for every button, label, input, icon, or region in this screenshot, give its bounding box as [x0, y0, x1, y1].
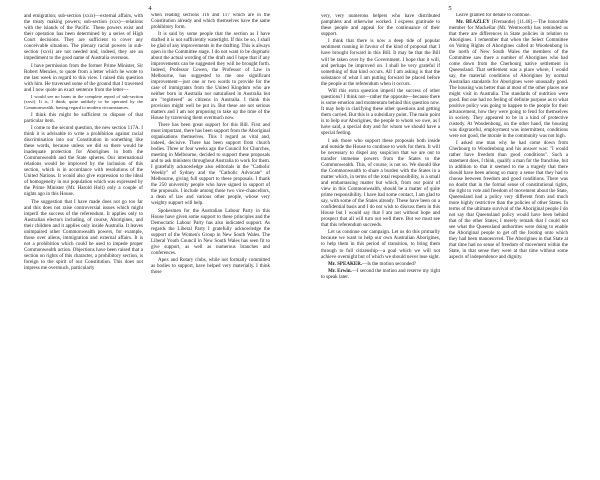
speaker-text: —I second the motion and reserve my right to speak later.: [321, 268, 440, 281]
paragraph: The suggestion that I have made does not go too far and this does not raise controversial issues which might imperil the success of the referendum. It applies only to Australian electors including, of course, Aborigines, and their children and it applies only inside Australia. It leaves unimpaired other Commonwealth powers, for example, those over aliens, immigration and external affairs. It is not a prohibition which could be used to impede proper Commonwealth action. Objections have been raised that a section on rights of this character, a prohibitory section, is foreign to the spirit of our Constitution. This does not impress me overmuch, particularly: [24, 198, 143, 272]
page-number: 5: [448, 5, 452, 12]
paragraph: Apex and Rotary clubs, while not formally committed as bodies to support, have helped very materially. I think those: [151, 257, 270, 275]
speaker-text: (Fremantle) [11.46].—The honorable member for Mackellar (Mr. Wentworth) has reminded us that there are differences in State policies in relation to Aborigines. I remember that when the Select Committee on Voting Rights of Aborigines called at Woodenbong in the north of New South Wales the members of the Committee saw there a number of Aborigines who had come down from the Cherbourg native settlement in Queensland. That settlement was a place where, I would say, the material conditions of Aborigines by normal Australian standards for Aborigines were unusually good. The housing was better than at most of the other places one might visit in Australia. The standards of nutrition were good. But one had no feeling of definite purpose as to what positive policy was going to happen to the people for their advancement, how they were going to fend for themselves in society. They appeared to be in a kind of protective custody. At Woodenbong, on the other hand, the housing was disgraceful, employment was intermittent, conditions were not good, the morale in the community was not high.: [449, 20, 568, 140]
paragraph: I come to the second question, the new section 117A. I think it is advisable to write a prohibition against racial discrimination into our Constitution in something like these words, because unless we did so there would be inadequate protection for Aborigines in both the Commonwealth and the State spheres. Our international relations would be improved by the inclusion of this section, which is in accordance with resolutions of the United Nations. It would also give expression to the ideal of homogeneity in our population which was expressed by the Prime Minister (Mr. Harold Holt) only a couple of nights ago in this House.: [24, 124, 143, 198]
speaker-name: Mr. Erwin.: [328, 268, 352, 275]
speaker-line: [321, 261, 440, 267]
paragraph: There has been great support for this Bill. First and most important, there has been support from the Aboriginal organisations themselves. This I regard as vital and, indeed, decisive. There has been support from church bodies. Three or four weeks ago the Council for Churches, meeting in Melbourne, decided to support these proposals and to ask ministers throughout Australia to work for them. I gratefully acknowledge also editorials in the "Catholic Weekly" of Sydney and the "Catholic Advocate" of Melbourne, giving full support to these proposals. I thank the 250 university people who have signed in support of the proposals. I include among those two vice-chancellors, a dean of law and various other people, whose very weighty support will help.: [151, 123, 270, 207]
speaker-paragraph: [449, 20, 568, 140]
speaker-name: Mr. SPEAKER.: [328, 260, 363, 267]
paragraph: Will this extra question imperil the success of other questions? I think not—rather the opposite—because there is some emotion and momentum behind this question now. It may help in clarifying these other questions and getting them carried. But this is a subsidiary point. The main point is to help our Aborigines, the people to whom we owe, as I have said, a special duty and for whom we should have a special feeling.: [321, 87, 440, 137]
paragraph: very, very numerous helpers who have distributed pamphlets and otherwise worked. I express gratitude to these people and appeal for the continuance of their support.: [321, 13, 440, 38]
paragraph: Spokesmen for the Australian Labour Party in this House have given some support to these principles and the Democratic Labour Party has also indicated support. As regards the Liberal Party I gratefully acknowledge the support of the Women's Group in New South Wales. The Liberal Youth Council in New South Wales has seen fit to give support, as well as numerous branches and conferences.: [151, 208, 270, 256]
paragraph: I think this might be sufficient to dispose of that particular item.: [24, 111, 143, 124]
paragraph: I think that there is now a deep tide of popular sentiment running in favour of the kind of proposal that I have brought forward in this Bill. It may be that the Bill will be taken over by the Government. I hope that it will, and perhaps be improved on. I shall be very grateful if something of that kind occurs. All I am asking is that the substance of what I am putting forward be placed before the people at the referendum when it occurs.: [321, 38, 440, 87]
right-column-2: [449, 13, 568, 473]
right-page: [300, 0, 600, 480]
left-column-1: [24, 13, 143, 473]
paragraph: and emigration; sub-section (xxix)—external affairs, with the treaty making powers; sub-section (xxx)—relations with the islands of the Pacific. These powers exist and their operation has been determined by a series of High Court decisions. They are sufficient to cover any conceivable situation. The plenary racial powers in sub-section (xxvi) are not needed and, indeed, they are an impediment to the good name of Australia overseas.: [24, 13, 143, 62]
page-number: 4: [148, 5, 152, 12]
procedural-note: Leave granted for debate to continue.: [456, 13, 531, 18]
paragraph: I asked one man why he had come down from Cherbourg to Woodenbong and his answer was: "I would rather have freedom than good conditions". Such a statement does, I think, qualify a man for the franchise, but in addition to that it seemed to me a tragedy that there should have been among so many a sense that they had to choose between freedom and good conditions. There was no doubt that in the formal sense of constitutional rights, the right to vote and freedom of movement about the State, Queensland had a policy very different from and much more highly restrictive than the policies of other States. In terms of the ultimate survival of the Aboriginal people I do not say that Queensland policy would have been behind that of the other States; I merely remark that I could not see what the Queensland authorities were doing to enable the Aboriginal people to get off the footing onto which they had been manoeuvred. The Aborigines in that State at that time had no sense of freedom of movement within the State, in that sense they were at that time without some aspects of independence and dignity.: [449, 141, 568, 261]
paragraph: I ask those who support these proposals both inside and outside the House to continue to work for them. It will be necessary to dispel any suspicion that we are out to transfer immense powers from the States to the Commonwealth. This, of course, is not so. We should like the Commonwealth to share a burden with the States in a matter which, in terms of the total responsibility, is a small and embarrassing matter but which, from our point of view in this Commonwealth, should be a matter of quite prime responsibility. I have had some contact, I am glad to say, with some of the States already. These have been on a confidential basis and I do not wish to discuss them in this House but I would say that I am not without hope and prospect that all will turn out well there. But we must see that this referendum succeeds.: [321, 137, 440, 229]
paragraph: It is said by some people that the section as I have drafted it is not sufficiently watertight. If this be so, I shall be glad of any improvements in the drafting. This is always open in the Committee stage. I do not want to be dogmatic about the actual wording of the draft and I hope that if any improvements can be suggested they will be brought forth. Indeed, Professor Cowen, the Professor of Law in Melbourne, has suggested to me one significant improvement—just one or two words to provide for the case of immigrants from the United Kingdom who are neither born in Australia nor naturalised in Australia but are "registered" as citizens in Australia. I think this provision might well be put in. But these are not serious matters and I am not proposing to take up the time of the House by traversing them overmuch now.: [151, 32, 270, 122]
speaker-name: Mr. BEAZLEY: [456, 20, 490, 26]
paragraph: Let us continue our campaign. Let us do this primarily because we want to help our own Australian Aborigines, to help them in this period of transition, to bring them through to full citizenship—a goal which we will not achieve overnight but of which we should never lose sight.: [321, 229, 440, 260]
paragraph: when reading sections 116 and 117 which are in the Constitution already and which themselves have the same prohibitory form.: [151, 13, 270, 30]
quotation: I would see no harm in the complete repeal of sub-section (xxvi). It is, I think, quite unlikely to be operated by the Commonwealth, having regard to modern circumstances.: [24, 93, 143, 110]
left-column-2: [151, 13, 270, 473]
speaker-line: [321, 268, 440, 280]
right-column-1: [321, 13, 440, 473]
speaker-text: —Is the motion seconded?: [362, 260, 417, 267]
paragraph: I have permission from the former Prime Minister, Sir Robert Menzies, to quote from a letter which he wrote to me last week in regard to this view. I raised this question with him. He traversed some of the ground that I traversed and I now quote an exact sentence from the letter—: [24, 62, 143, 93]
